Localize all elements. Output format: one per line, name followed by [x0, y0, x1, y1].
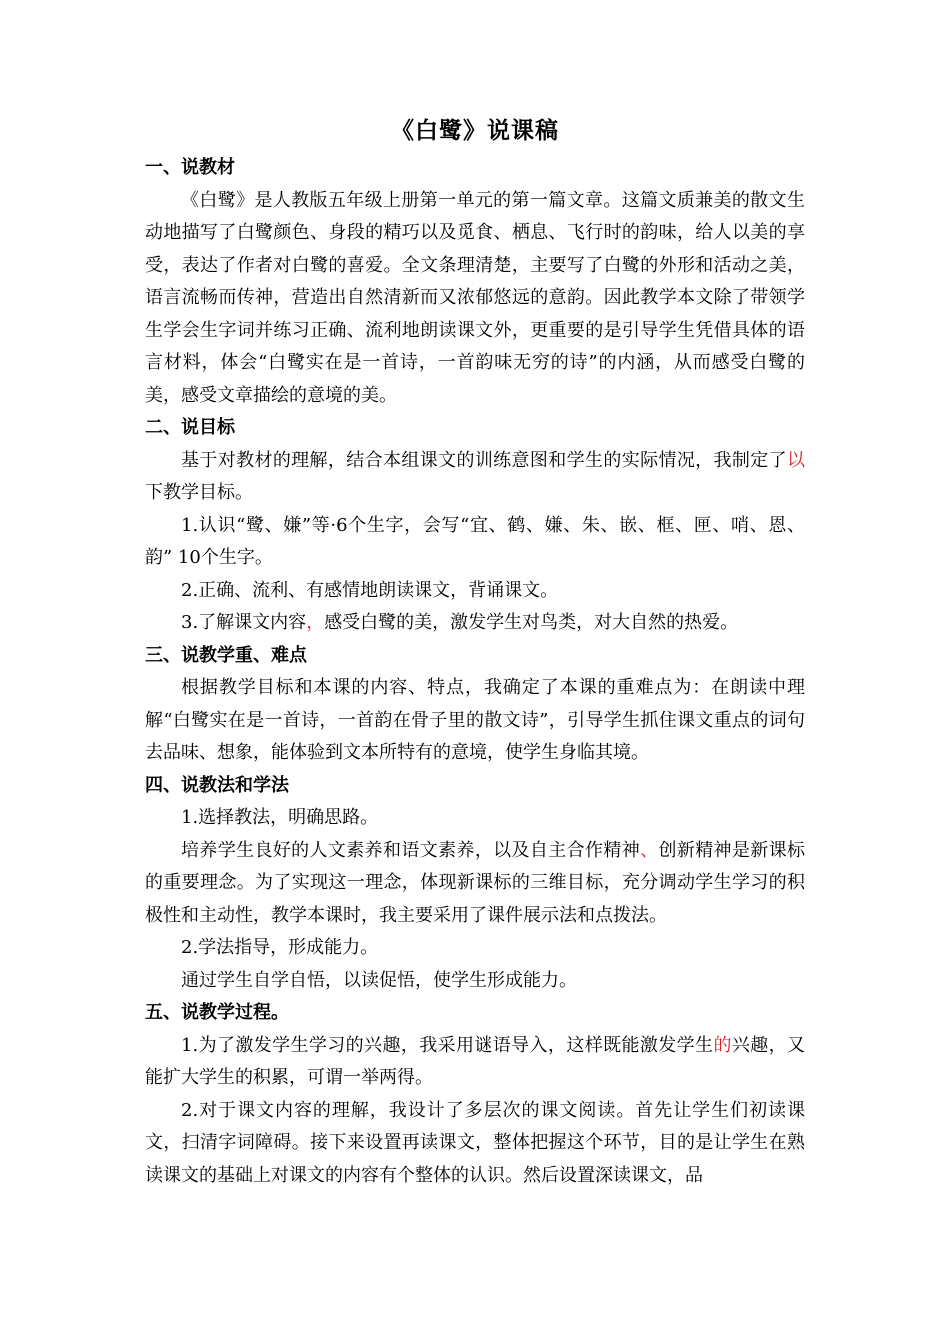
section: [145, 997, 805, 1192]
text-run: 培养学生良好的人文素养和语文素养，以及自主合作精神: [181, 839, 641, 861]
paragraph: [145, 445, 805, 510]
text-run: 《白鹭》是人教版五年级上册第一单元的第一篇文章。这篇文质兼美的散文生动地描写了白鹭颜色、身段的精巧以及觅食、栖息、飞行时的韵味，给人以美的享受，表达了作者对白鹭的喜爱。全文条理清楚，主要写了白鹭的外形和活动之美，语言流畅而传神，营造出自然清新而又浓郁悠远的意韵。因此教学本文除了带领学生学会生字词并练习正确、流利地朗读课文外，更重要的是引导学生凭借具体的语言材料，体会“白鹭实在是一首诗，一首韵味无穷的诗”的内涵，从而感受白鹭的美，感受文章描绘的意境的美。: [145, 189, 805, 406]
section-heading: 三、说教学重、难点: [145, 644, 307, 666]
section-heading: 五、说教学过程。: [145, 1002, 289, 1023]
paragraph: [145, 802, 805, 835]
paragraph: [145, 965, 805, 998]
text-run: 基于对教材的理解，结合本组课文的训练意图和学生的实际情况，我制定了: [181, 449, 787, 471]
text-run: 创新精神是新课标的重要理念。为了实现这一理念，体现新课标的三维目标，充分调动学生学习的积极性和主动性，教学本课时，我主要采用了课件展示法和点拨法。: [145, 839, 806, 926]
section-heading: 二、说目标: [145, 417, 235, 438]
highlighted-text: ，: [306, 612, 325, 633]
section: [145, 412, 805, 640]
page-title: 《白鹭》说课稿: [391, 118, 559, 144]
paragraph: [145, 607, 805, 640]
text-run: 3.了解课文内容: [181, 612, 307, 633]
text-run: 感受白鹭的美，激发学生对鸟类，对大自然的热爱。: [324, 612, 739, 633]
text-run: 下教学目标。: [145, 482, 253, 503]
highlighted-text: 的: [713, 1034, 732, 1056]
paragraph: [145, 1030, 805, 1095]
text-run: 1.认识“鹭、嫌”等·6个生字，会写“宜、鹤、嫌、朱、嵌、框、匣、哨、恩、韵” 10个生字。: [145, 514, 805, 568]
paragraph: [145, 835, 805, 933]
section-heading: 一、说教材: [145, 157, 235, 178]
text-run: 2.学法指导，形成能力。: [181, 937, 379, 958]
paragraph: [145, 575, 805, 608]
text-run: 通过学生自学自悟，以读促悟，使学生形成能力。: [181, 969, 577, 991]
text-run: 2.对于课文内容的理解，我设计了多层次的课文阅读。首先让学生们初读课文，扫清字词障碍。接下来设置再读课文，整体把握这个环节，目的是让学生在熟读课文的基础上对课文的内容有个整体的认识。然后设置深读课文，品: [145, 1099, 805, 1186]
paragraph: [145, 932, 805, 965]
paragraph: [145, 672, 805, 770]
highlighted-text: 、: [640, 839, 659, 861]
section-heading: 四、说教法和学法: [145, 774, 289, 796]
paragraph: [145, 185, 805, 413]
section: [145, 152, 805, 412]
section: [145, 770, 805, 998]
text-run: 兴趣，又能扩大学生的积累，可谓一举两得。: [145, 1034, 806, 1088]
text-run: 1.为了激发学生学习的兴趣，我采用谜语导入，这样既能激发学生: [181, 1034, 714, 1056]
text-run: 根据教学目标和本课的内容、特点，我确定了本课的重难点为：在朗读中理解“白鹭实在是一首诗，一首韵在骨子里的散文诗”，引导学生抓住课文重点的词句去品味、想象，能体验到文本所特有的意境，使学生身临其境。: [145, 677, 805, 763]
paragraph: [145, 510, 805, 575]
text-run: 1.选择教法，明确思路。: [181, 807, 379, 828]
paragraph: [145, 1095, 805, 1193]
document-body: [145, 152, 805, 1192]
highlighted-text: 以: [787, 449, 805, 471]
section: [145, 640, 805, 770]
text-run: 2.正确、流利、有感情地朗读课文，背诵课文。: [181, 579, 559, 601]
